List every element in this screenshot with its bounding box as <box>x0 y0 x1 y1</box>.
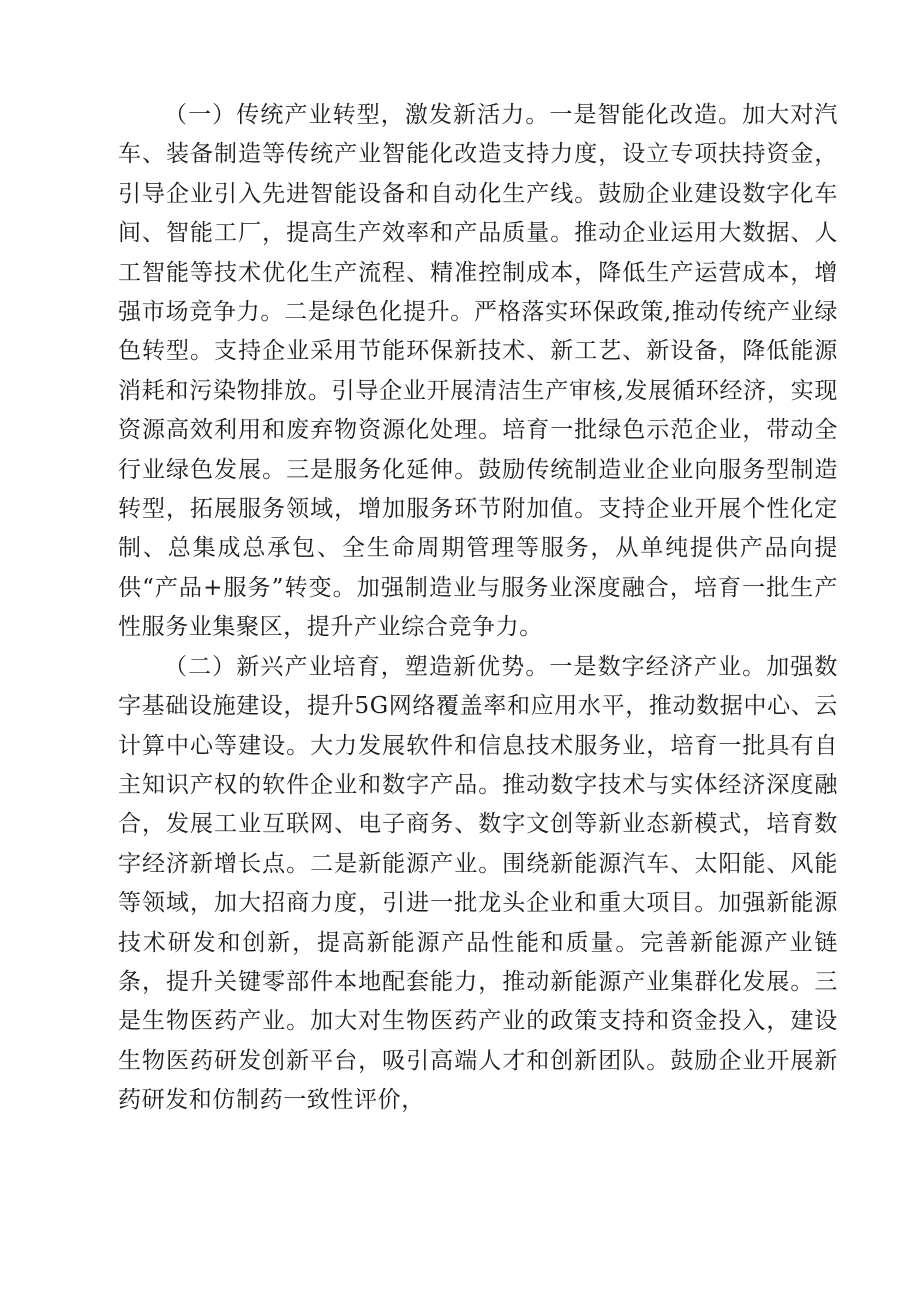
paragraph-traditional-industry: （一）传统产业转型，激发新活力。一是智能化改造。加大对汽车、装备制造等传统产业智能化改造支持力度，设立专项扶持资金，引导企业引入先进智能设备和自动化生产线。鼓励企业建设数字化车间、智能工厂，提高生产效率和产品质量。推动企业运用大数据、人工智能等技术优化生产流程、精准控制成本，降低生产运营成本，增强市场竞争力。二是绿色化提升。严格落实环保政策,推动传统产业绿色转型。支持企业采用节能环保新技术、新工艺、新设备，降低能源消耗和污染物排放。引导企业开展清洁生产审核,发展循环经济，实现资源高效利用和废弃物资源化处理。培育一批绿色示范企业，带动全行业绿色发展。三是服务化延伸。鼓励传统制造业企业向服务型制造转型，拓展服务领域，增加服务环节附加值。支持企业开展个性化定制、总集成总承包、全生命周期管理等服务，从单纯提供产品向提供“产品+服务”转变。加强制造业与服务业深度融合，培育一批生产性服务业集聚区，提升产业综合竞争力。 <box>118 102 838 641</box>
document-body <box>118 96 838 1121</box>
paragraph-emerging-industry: （二）新兴产业培育，塑造新优势。一是数字经济产业。加强数字基础设施建设，提升5G网络覆盖率和应用水平，推动数据中心、云计算中心等建设。大力发展软件和信息技术服务业，培育一批具有自主知识产权的软件企业和数字产品。推动数字技术与实体经济深度融合，发展工业互联网、电子商务、数字文创等新业态新模式，培育数字经济新增长点。二是新能源产业。围绕新能源汽车、太阳能、风能等领域，加大招商力度，引进一批龙头企业和重大项目。加强新能源技术研发和创新，提高新能源产品性能和质量。完善新能源产业链条，提升关键零部件本地配套能力，推动新能源产业集群化发展。三是生物医药产业。加大对生物医药产业的政策支持和资金投入，建设生物医药研发创新平台，吸引高端人才和创新团队。鼓励企业开展新药研发和仿制药一致性评价， <box>118 653 838 1114</box>
